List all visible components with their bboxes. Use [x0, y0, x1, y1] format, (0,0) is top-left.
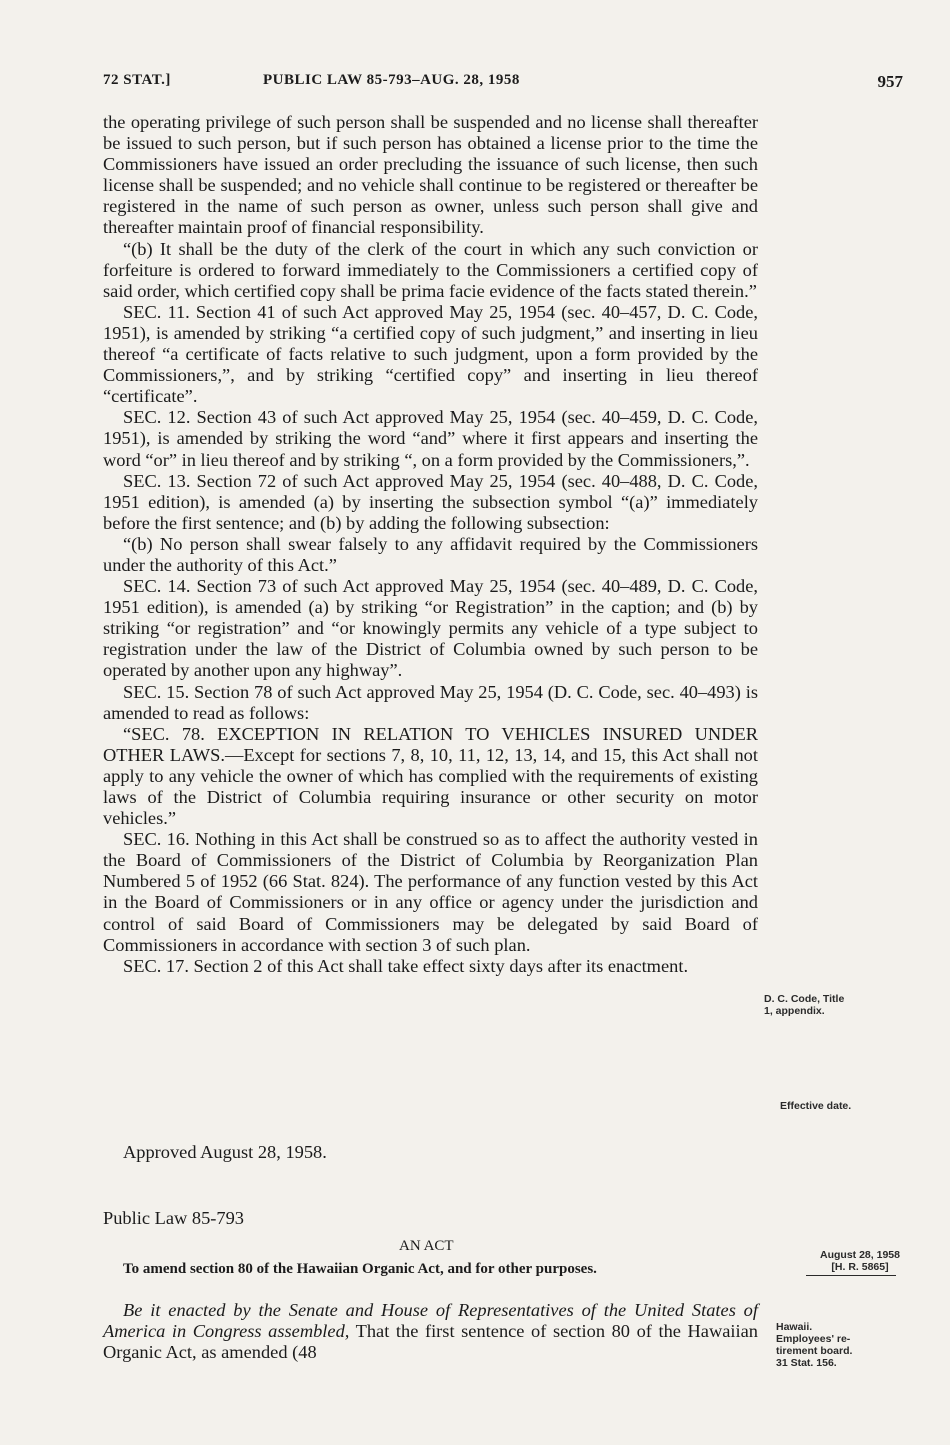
- paragraph-continuation: the operating privilege of such person shall be suspended and no license shall thereafter be issued to such person, but if such person has obtained a license prior to the time the Commissioners have issued an order precluding the issuance of such license, then such license shall be suspended; and no vehicle shall continue to be registered or thereafter be registered in the name of such person as owner, unless such person shall give and thereafter maintain proof of financial responsibility.: [103, 112, 758, 238]
- section-15: [103, 682, 758, 724]
- section-13: [103, 471, 758, 534]
- section-label: SEC. 15.: [123, 681, 190, 702]
- margin-note-line: 1, appendix.: [764, 1005, 825, 1017]
- margin-note-bill-date: [790, 1249, 930, 1276]
- paragraph-affidavit: “(b) No person shall swear falsely to any affidavit required by the Commissioners under the authority of this Act.”: [103, 533, 758, 575]
- section-label: SEC. 12.: [123, 407, 191, 428]
- section-11: [103, 302, 758, 407]
- section-text: Section 41 of such Act approved May 25, 1954 (sec. 40–457, D. C. Code, 1951), is amended by striking “a certified copy of such judgment,” and inserting in lieu thereof “a certificate of facts relative to such judgment, upon a form provided by the Commissioners,”, and by striking “certified copy” and inserting in lieu thereof “certificate”.: [103, 301, 758, 407]
- margin-note-line: D. C. Code, Title: [764, 993, 845, 1005]
- section-12: [103, 407, 758, 470]
- public-law-number: Public Law 85-793: [103, 1208, 244, 1228]
- enacting-paragraph: [103, 1300, 758, 1363]
- margin-note-line: tirement board.: [776, 1345, 853, 1357]
- volume-reference: 72 STAT.]: [103, 72, 171, 88]
- margin-note-line: Hawaii.: [776, 1321, 813, 1333]
- margin-note-line: 31 Stat. 156.: [776, 1357, 837, 1369]
- enacting-formula: Be it enacted by the Senate and House of Representatives of the United States of America in Congress assembled,: [103, 1300, 758, 1342]
- section-label: SEC. 16.: [123, 829, 190, 850]
- section-label: SEC. 17.: [123, 955, 189, 976]
- section-text: Section 2 of this Act shall take effect sixty days after its enactment.: [188, 955, 689, 976]
- paragraph-subsection-b: “(b) It shall be the duty of the clerk of the court in which any such conviction or forfeiture is ordered to forward immediately to the Commissioners a certified copy of said order, which certified copy shall be prima facie evidence of the facts stated therein.”: [103, 238, 758, 301]
- section-14: [103, 576, 758, 681]
- section-78-quote: [103, 724, 758, 829]
- page-number: 957: [877, 72, 903, 91]
- section-text: Section 43 of such Act approved May 25, 1954 (sec. 40–459, D. C. Code, 1951), is amended by striking the word “and” where it first appears and inserting the word “or” in lieu thereof and by striking “, on a form provided by the Commissioners,”.: [103, 407, 758, 470]
- margin-note-dc-code: [764, 993, 914, 1017]
- enacting-clause: [103, 1300, 758, 1363]
- statute-body: [103, 112, 758, 977]
- enacting-text: That the first sentence of section 80 of the Hawaiian Organic Act, as amended (48: [103, 1321, 758, 1363]
- section-label: SEC. 14.: [123, 576, 191, 597]
- running-header: [103, 72, 903, 96]
- section-16: [103, 829, 758, 956]
- section-78-text: —Except for sections 7, 8, 10, 11, 12, 13, 14, and 15, this Act shall not apply to any vehicle the owner of which has complied with the requirements of existing laws of the District of Columbia requiring insurance or other security on motor vehicles.”: [103, 744, 758, 829]
- section-text: Section 72 of such Act approved May 25, 1954 (sec. 40–488, D. C. Code, 1951 edition), is amended (a) by inserting the subsection symbol “(a)” immediately before the first sentence; and (b) by adding the following subsection:: [103, 470, 758, 533]
- section-label: SEC. 11.: [123, 301, 190, 322]
- margin-note-hawaii: [776, 1321, 926, 1369]
- section-text: Section 78 of such Act approved May 25, 1954 (D. C. Code, sec. 40–493) is amended to read as follows:: [103, 681, 758, 723]
- margin-rule: [806, 1275, 896, 1276]
- margin-note-effective-date: Effective date.: [780, 1100, 852, 1112]
- section-label: SEC. 13.: [123, 470, 191, 491]
- section-text: Section 73 of such Act approved May 25, 1954 (sec. 40–489, D. C. Code, 1951 edition), is amended (a) by striking “or Registration” in the caption; and (b) by striking “or registration” and “or knowingly permits any vehicle of a type subject to registration under the law of the District of Columbia owned by such person to be operated by another upon any highway”.: [103, 576, 758, 681]
- margin-note-line: Employees' re-: [776, 1333, 851, 1345]
- an-act-heading: AN ACT: [399, 1238, 454, 1254]
- header-title: PUBLIC LAW 85-793–AUG. 28, 1958: [263, 72, 520, 88]
- section-17: [103, 956, 758, 977]
- section-text: Nothing in this Act shall be construed so as to affect the authority vested in the Board of Commissioners of the District of Columbia by Reorganization Plan Numbered 5 of 1952 (66 Stat. 824). The performance of any function vested by this Act in the Board of Commissioners or in any office or agency under the jurisdiction and control of said Board of Commissioners may be delegated by said Board of Commissioners in accordance with section 3 of such plan.: [103, 829, 758, 955]
- act-purpose: To amend section 80 of the Hawaiian Organic Act, and for other purposes.: [123, 1261, 597, 1277]
- margin-note-line: August 28, 1958: [820, 1249, 900, 1261]
- section-78-heading: “SEC. 78. EXCEPTION IN RELATION TO VEHICLES INSURED UNDER OTHER LAWS.: [103, 723, 758, 765]
- margin-note-line: [H. R. 5865]: [831, 1261, 889, 1273]
- approval-line: Approved August 28, 1958.: [123, 1142, 327, 1162]
